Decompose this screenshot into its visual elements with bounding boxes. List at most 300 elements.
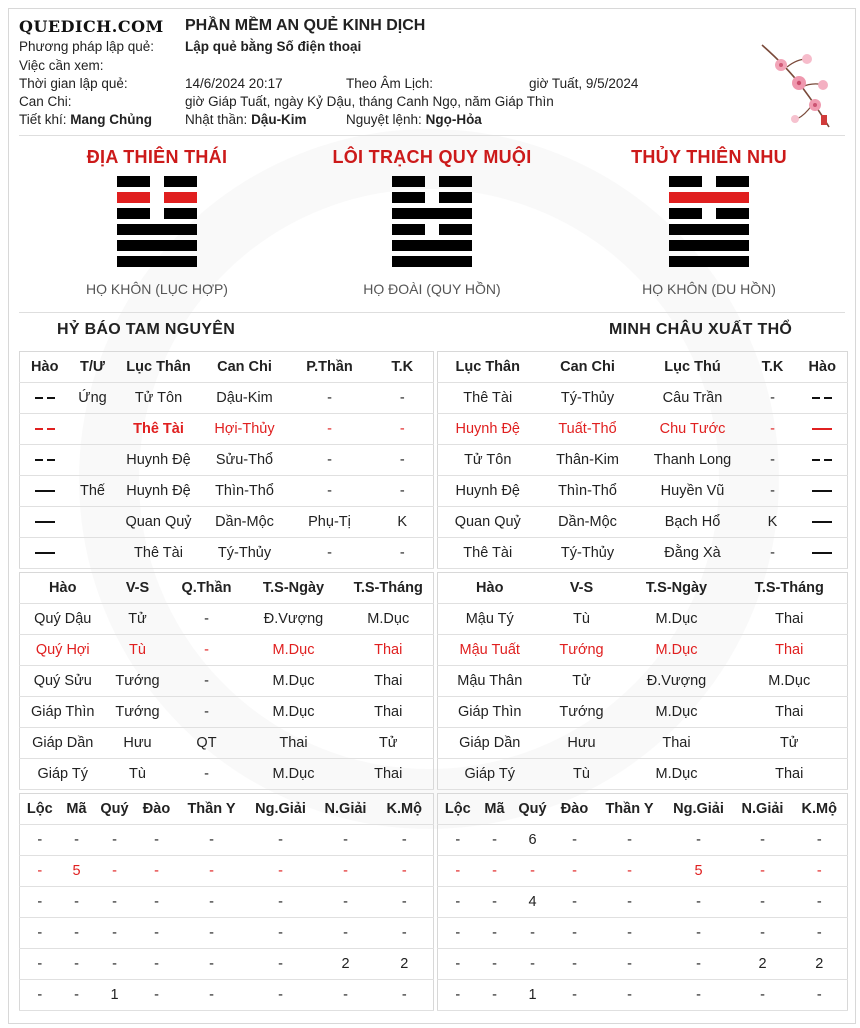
table-row (20, 445, 434, 476)
table-cell: - (170, 759, 244, 790)
table-cell: Tử (344, 728, 434, 759)
table-cell: 2 (376, 949, 434, 980)
column-header: V-S (542, 573, 622, 604)
table-cell: Thai (622, 728, 732, 759)
hao-cell (20, 476, 70, 507)
column-header: Lộc (20, 794, 60, 825)
column-header: Hào (20, 573, 106, 604)
table-cell: - (438, 856, 478, 887)
table-cell: - (136, 825, 178, 856)
yin-line (392, 176, 472, 187)
table-cell: - (376, 856, 434, 887)
table-cell: - (478, 887, 512, 918)
yin-line (117, 208, 197, 219)
yang-line-symbol (812, 490, 832, 492)
hao-cell (20, 414, 70, 445)
luc-than-cell: Thê Tài (116, 414, 202, 445)
yang-line (392, 256, 472, 267)
column-header: T.K (372, 352, 434, 383)
table-cell: M.Dục (622, 604, 732, 635)
right-luc-than-table (437, 351, 848, 569)
yin-line (392, 192, 472, 203)
table-cell: M.Dục (244, 697, 344, 728)
table-cell: - (478, 856, 512, 887)
table-cell: - (170, 666, 244, 697)
table-cell: - (512, 918, 554, 949)
can-chi-cell: Tý-Thủy (202, 538, 288, 569)
canchi-value: giờ Giáp Tuất, ngày Kỷ Dậu, tháng Canh Ngọ, năm Giáp Thìn (185, 94, 554, 109)
table-cell: Mậu Tuất (438, 635, 542, 666)
table-cell: Thai (732, 604, 848, 635)
column-header: T.S-Ngày (622, 573, 732, 604)
table-cell: Thai (344, 666, 434, 697)
can-chi-cell: Thìn-Thổ (202, 476, 288, 507)
column-header: Can Chi (202, 352, 288, 383)
phuc-than-cell: - (288, 383, 372, 414)
table-header-row (20, 794, 434, 825)
table-cell: - (596, 980, 664, 1011)
left-vuong-suy-table (19, 572, 434, 790)
column-header: Quý (94, 794, 136, 825)
table-cell: - (20, 856, 60, 887)
tuan-khong-cell: - (372, 414, 434, 445)
table-row (438, 887, 848, 918)
table-cell: Tử (732, 728, 848, 759)
right-vuong-suy-table (437, 572, 848, 790)
yang-line (669, 192, 749, 203)
table-cell: Tù (106, 759, 170, 790)
table-cell: M.Dục (244, 635, 344, 666)
table-cell: - (438, 825, 478, 856)
table-cell: - (734, 825, 792, 856)
tuan-khong-cell: - (748, 383, 798, 414)
left-than-sat-table (19, 793, 434, 1011)
nguyetlenh-value: Ngọ-Hỏa (425, 112, 482, 127)
table-cell: 4 (512, 887, 554, 918)
luc-thu-cell: Chu Tước (638, 414, 748, 445)
table-cell: - (60, 825, 94, 856)
table-row (20, 887, 434, 918)
table-cell: Tù (106, 635, 170, 666)
right-than-sat-table (437, 793, 848, 1011)
hexagram-main (27, 147, 287, 297)
table-row (438, 980, 848, 1011)
table-cell: - (554, 949, 596, 980)
hexagram-divider (19, 312, 845, 313)
table-cell: - (512, 856, 554, 887)
yang-line-symbol (812, 428, 832, 430)
yin-line-symbol (812, 459, 832, 461)
table-cell: - (136, 918, 178, 949)
table-cell: M.Dục (244, 759, 344, 790)
table-cell: - (316, 980, 376, 1011)
table-cell: - (734, 918, 792, 949)
table-cell: - (554, 825, 596, 856)
table-cell: - (792, 856, 848, 887)
table-cell: 5 (60, 856, 94, 887)
table-cell: Mậu Tý (438, 604, 542, 635)
tuan-khong-cell: - (748, 538, 798, 569)
table-cell: - (554, 887, 596, 918)
table-cell: Thai (732, 697, 848, 728)
table-cell: Giáp Thìn (20, 697, 106, 728)
table-header-row (20, 573, 434, 604)
table-cell: Thai (344, 635, 434, 666)
table-cell: - (316, 887, 376, 918)
method-value: Lập quẻ bằng Số điện thoại (185, 39, 362, 54)
column-header: T.S-Tháng (344, 573, 434, 604)
table-row (438, 383, 848, 414)
yin-line (669, 208, 749, 219)
column-header: Lộc (438, 794, 478, 825)
table-row (20, 414, 434, 445)
table-cell: - (596, 918, 664, 949)
table-row (20, 980, 434, 1011)
table-row (20, 825, 434, 856)
table-cell: M.Dục (732, 666, 848, 697)
table-cell: - (20, 825, 60, 856)
table-row (438, 728, 848, 759)
table-row (438, 414, 848, 445)
yang-line-symbol (35, 552, 55, 554)
can-chi-cell: Dần-Mộc (202, 507, 288, 538)
plum-blossom-icon (757, 37, 837, 132)
luc-thu-cell: Thanh Long (638, 445, 748, 476)
can-chi-cell: Tý-Thủy (538, 538, 638, 569)
table-cell: - (246, 825, 316, 856)
table-cell: M.Dục (622, 635, 732, 666)
luc-than-cell: Tử Tôn (438, 445, 538, 476)
table-cell: M.Dục (244, 666, 344, 697)
column-header: Ng.Giải (246, 794, 316, 825)
tietkhi-label: Tiết khí: (19, 112, 67, 127)
table-cell: - (94, 825, 136, 856)
yin-line-symbol (35, 428, 55, 430)
table-cell: - (178, 825, 246, 856)
yin-line (669, 176, 749, 187)
table-header-row (438, 352, 848, 383)
hao-cell (20, 538, 70, 569)
hao-cell (20, 383, 70, 414)
table-cell: - (438, 918, 478, 949)
table-cell: - (94, 949, 136, 980)
nhatthan-label: Nhật thần: (185, 112, 248, 127)
column-header: Lục Thân (438, 352, 538, 383)
table-cell: Giáp Tý (438, 759, 542, 790)
column-header: Đào (136, 794, 178, 825)
table-row (438, 604, 848, 635)
table-cell: - (478, 918, 512, 949)
luc-thu-cell: Bạch Hổ (638, 507, 748, 538)
luc-thu-cell: Đằng Xà (638, 538, 748, 569)
table-cell: - (664, 918, 734, 949)
yang-line (392, 240, 472, 251)
luc-than-cell: Quan Quỷ (116, 507, 202, 538)
column-header: Lục Thú (638, 352, 748, 383)
tuan-khong-cell: - (372, 538, 434, 569)
the-ung-cell (70, 414, 116, 445)
page-container (8, 8, 856, 1024)
lunar-label: Theo Âm Lịch: (346, 76, 434, 91)
table-row (20, 507, 434, 538)
table-cell: Mậu Thân (438, 666, 542, 697)
table-cell: - (246, 856, 316, 887)
table-cell: 2 (316, 949, 376, 980)
table-cell: - (792, 887, 848, 918)
table-cell: 2 (792, 949, 848, 980)
yang-line-symbol (812, 521, 832, 523)
table-cell: Đ.Vượng (622, 666, 732, 697)
table-row (438, 445, 848, 476)
table-cell: Thai (344, 697, 434, 728)
table-row (20, 666, 434, 697)
table-cell: - (664, 980, 734, 1011)
table-cell: - (246, 949, 316, 980)
table-row (20, 759, 434, 790)
table-cell: - (178, 980, 246, 1011)
table-row (20, 604, 434, 635)
table-row (438, 538, 848, 569)
column-header: N.Giải (316, 794, 376, 825)
table-cell: Tử (542, 666, 622, 697)
tuan-khong-cell: - (748, 414, 798, 445)
table-row (438, 856, 848, 887)
can-chi-cell: Thìn-Thổ (538, 476, 638, 507)
column-header: T/Ư (70, 352, 116, 383)
tietkhi-value: Mang Chủng (70, 112, 153, 127)
hexagram-lines (669, 176, 749, 267)
tuan-khong-cell: K (748, 507, 798, 538)
tuan-khong-cell: - (748, 476, 798, 507)
hexagram-family: HỌ KHÔN (DU HỒN) (642, 281, 776, 297)
column-header: V-S (106, 573, 170, 604)
phuc-than-cell: - (288, 414, 372, 445)
the-ung-cell (70, 538, 116, 569)
table-cell: Quý Hợi (20, 635, 106, 666)
yang-line (669, 224, 749, 235)
yin-line (117, 192, 197, 203)
hexagram-family: HỌ ĐOÀI (QUY HỒN) (363, 281, 501, 297)
table-cell: - (376, 980, 434, 1011)
table-cell: 1 (512, 980, 554, 1011)
tuan-khong-cell: K (372, 507, 434, 538)
table-cell: - (316, 856, 376, 887)
table-cell: - (170, 604, 244, 635)
luc-than-cell: Thê Tài (116, 538, 202, 569)
hao-cell (798, 538, 848, 569)
table-cell: - (596, 887, 664, 918)
nguyetlenh-label: Nguyệt lệnh: (346, 112, 422, 127)
table-cell: 2 (734, 949, 792, 980)
can-chi-cell: Hợi-Thủy (202, 414, 288, 445)
hexagram-family: HỌ KHÔN (LỤC HỢP) (86, 281, 228, 297)
the-ung-cell: Ứng (70, 383, 116, 414)
table-cell: - (792, 918, 848, 949)
tuan-khong-cell: - (748, 445, 798, 476)
task-label: Việc cần xem: (19, 58, 104, 73)
hao-cell (798, 383, 848, 414)
column-header: Hào (20, 352, 70, 383)
table-cell: - (376, 918, 434, 949)
table-cell: - (170, 697, 244, 728)
table-header-row (20, 352, 434, 383)
can-chi-cell: Dần-Mộc (538, 507, 638, 538)
table-cell: QT (170, 728, 244, 759)
column-header: Q.Thần (170, 573, 244, 604)
column-header: N.Giải (734, 794, 792, 825)
yin-line (392, 224, 472, 235)
table-cell: Tù (542, 604, 622, 635)
table-cell: - (60, 887, 94, 918)
table-cell: - (792, 825, 848, 856)
table-cell: - (94, 887, 136, 918)
luc-than-cell: Quan Quỷ (438, 507, 538, 538)
table-cell: 1 (94, 980, 136, 1011)
phuc-than-cell: Phụ-Tị (288, 507, 372, 538)
table-cell: - (554, 918, 596, 949)
column-header: Lục Thân (116, 352, 202, 383)
table-cell: - (60, 918, 94, 949)
time-label: Thời gian lập quẻ: (19, 76, 128, 91)
table-cell: - (178, 949, 246, 980)
table-cell: - (664, 949, 734, 980)
table-cell: Tướng (106, 697, 170, 728)
luc-than-cell: Thê Tài (438, 538, 538, 569)
column-header: Mã (60, 794, 94, 825)
yin-line (117, 176, 197, 187)
can-chi-cell: Sửu-Thổ (202, 445, 288, 476)
column-header: Ng.Giải (664, 794, 734, 825)
table-cell: - (596, 825, 664, 856)
table-row (438, 635, 848, 666)
yang-line (117, 240, 197, 251)
column-header: P.Thần (288, 352, 372, 383)
table-cell: Thai (244, 728, 344, 759)
table-cell: - (438, 887, 478, 918)
table-cell: Thai (344, 759, 434, 790)
table-cell: - (734, 856, 792, 887)
table-cell: - (94, 918, 136, 949)
luc-thu-cell: Câu Trần (638, 383, 748, 414)
table-cell: - (178, 918, 246, 949)
column-header: Thần Y (178, 794, 246, 825)
right-section-title: MINH CHÂU XUẤT THỔ (609, 321, 793, 338)
phuc-than-cell: - (288, 538, 372, 569)
table-row (438, 476, 848, 507)
luc-than-cell: Thê Tài (438, 383, 538, 414)
table-cell: - (178, 887, 246, 918)
the-ung-cell (70, 445, 116, 476)
table-row (438, 825, 848, 856)
nhatthan-value: Dậu-Kim (251, 112, 307, 127)
time-value: 14/6/2024 20:17 (185, 76, 283, 91)
table-cell: - (170, 635, 244, 666)
hao-cell (798, 476, 848, 507)
table-cell: - (94, 856, 136, 887)
table-cell: Tù (542, 759, 622, 790)
header-divider (19, 135, 845, 136)
table-row (438, 666, 848, 697)
table-cell: Thai (732, 759, 848, 790)
table-cell: - (512, 949, 554, 980)
left-luc-than-table (19, 351, 434, 569)
table-row (20, 635, 434, 666)
luc-than-cell: Huynh Đệ (438, 476, 538, 507)
yang-line (392, 208, 472, 219)
table-row (20, 949, 434, 980)
table-cell: 5 (664, 856, 734, 887)
table-cell: Tướng (106, 666, 170, 697)
can-chi-cell: Dậu-Kim (202, 383, 288, 414)
table-cell: M.Dục (622, 697, 732, 728)
table-cell: - (316, 825, 376, 856)
canchi-label: Can Chi: (19, 94, 72, 109)
table-cell: - (478, 949, 512, 980)
yin-line-symbol (35, 459, 55, 461)
table-cell: - (734, 887, 792, 918)
luc-than-cell: Tử Tôn (116, 383, 202, 414)
hao-cell (20, 445, 70, 476)
table-cell: Tướng (542, 697, 622, 728)
table-cell: - (438, 980, 478, 1011)
hexagram-changed (579, 147, 839, 297)
app-title: PHẦN MỀM AN QUẺ KINH DỊCH (185, 17, 426, 34)
the-ung-cell (70, 507, 116, 538)
table-cell: - (554, 856, 596, 887)
table-cell: Giáp Thìn (438, 697, 542, 728)
table-row (20, 476, 434, 507)
can-chi-cell: Thân-Kim (538, 445, 638, 476)
table-cell: Giáp Tý (20, 759, 106, 790)
table-cell: - (664, 887, 734, 918)
column-header: Quý (512, 794, 554, 825)
site-logo[interactable]: QUEDICH.COM (19, 17, 164, 36)
table-cell: Đ.Vượng (244, 604, 344, 635)
table-cell: - (246, 918, 316, 949)
table-cell: - (554, 980, 596, 1011)
table-row (438, 918, 848, 949)
phuc-than-cell: - (288, 476, 372, 507)
hao-cell (798, 507, 848, 538)
luc-than-cell: Huynh Đệ (116, 476, 202, 507)
table-cell: - (478, 980, 512, 1011)
table-cell: Tử (106, 604, 170, 635)
hexagram-name: ĐỊA THIÊN THÁI (86, 147, 228, 167)
column-header: T.K (748, 352, 798, 383)
luc-thu-cell: Huyền Vũ (638, 476, 748, 507)
column-header: Can Chi (538, 352, 638, 383)
table-cell: - (178, 856, 246, 887)
table-cell: Quý Sửu (20, 666, 106, 697)
table-row (20, 538, 434, 569)
table-cell: 6 (512, 825, 554, 856)
yin-line-symbol (812, 397, 832, 399)
can-chi-cell: Tý-Thủy (538, 383, 638, 414)
table-row (20, 697, 434, 728)
table-cell: - (376, 887, 434, 918)
table-cell: - (136, 887, 178, 918)
table-row (20, 856, 434, 887)
phuc-than-cell: - (288, 445, 372, 476)
table-cell: Quý Dậu (20, 604, 106, 635)
luc-than-cell: Huynh Đệ (438, 414, 538, 445)
table-cell: - (792, 980, 848, 1011)
hao-cell (798, 445, 848, 476)
table-cell: Giáp Dần (438, 728, 542, 759)
tuan-khong-cell: - (372, 445, 434, 476)
table-cell: - (20, 949, 60, 980)
tuan-khong-cell: - (372, 476, 434, 507)
